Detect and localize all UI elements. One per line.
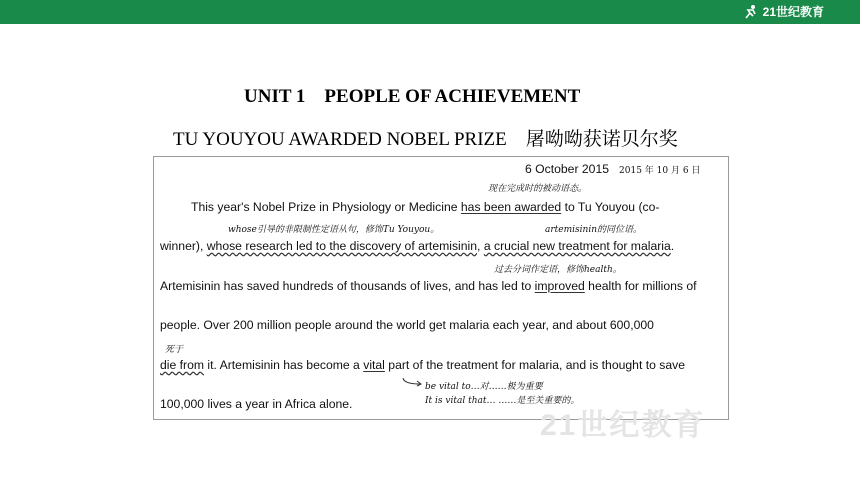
logo-text: 21世纪教育 — [762, 5, 824, 19]
article-line-1 — [191, 200, 659, 214]
page-title: UNIT 1 PEOPLE OF ACHIEVEMENT — [244, 86, 581, 107]
runner-logo-icon — [743, 4, 759, 20]
text-run: . — [670, 239, 675, 253]
text-run: it. Artemisinin has become a — [204, 358, 364, 372]
note-appositive: artemisinin的同位语。 — [545, 225, 642, 235]
wavy-appositive: a crucial new treatment for malaria — [483, 239, 671, 253]
note-participle: 过去分词作定语，修饰health。 — [494, 265, 622, 275]
underlined-word: improved — [534, 279, 585, 293]
text-run: Artemisinin has saved hundreds of thousands of lives, and has led to — [160, 279, 535, 293]
note-vital-that: It is vital that… ……是至关重要的。 — [425, 396, 580, 406]
article-line-2 — [160, 239, 674, 253]
text-run: health for millions of — [584, 279, 697, 293]
note-whose-clause: whose引导的非限制性定语从句，修饰Tu Youyou。 — [228, 225, 440, 235]
note-die-from: 死于 — [165, 345, 184, 355]
top-banner — [0, 0, 860, 24]
article-line-6: 100,000 lives a year in Africa alone. — [160, 397, 353, 411]
note-passive: 现在完成时的被动语态。 — [488, 184, 588, 194]
arrow-icon — [402, 377, 424, 387]
text-run: , — [477, 239, 484, 253]
article-dateline — [525, 162, 700, 176]
text-run: This year's Nobel Prize in Physiology or Medicine — [191, 200, 461, 214]
watermark: 21世纪教育 — [540, 409, 706, 442]
text-run: part of the treatment for malaria, and is thought to save — [384, 358, 686, 372]
page-subtitle: TU YOUYOU AWARDED NOBEL PRIZE 屠呦呦获诺贝尔奖 — [173, 129, 678, 150]
underlined-phrase: has been awarded — [460, 200, 562, 214]
article-date-cn: 2015 年 10 月 6 日 — [619, 166, 701, 176]
wavy-phrase: die from — [160, 358, 205, 372]
note-vital-to: be vital to…对……极为重要 — [425, 382, 543, 392]
article-date: 6 October 2015 — [525, 162, 610, 176]
text-run: to Tu Youyou (co- — [561, 200, 660, 214]
article-line-4: people. Over 200 million people around the world get malaria each year, and about 600,000 — [160, 318, 654, 332]
text-run: winner), — [160, 239, 207, 253]
brand-logo — [743, 3, 824, 20]
article-line-3 — [160, 279, 697, 293]
underlined-word: vital — [363, 358, 385, 372]
article-line-5 — [160, 358, 685, 372]
wavy-clause: whose research led to the discovery of artemisinin — [206, 239, 478, 253]
